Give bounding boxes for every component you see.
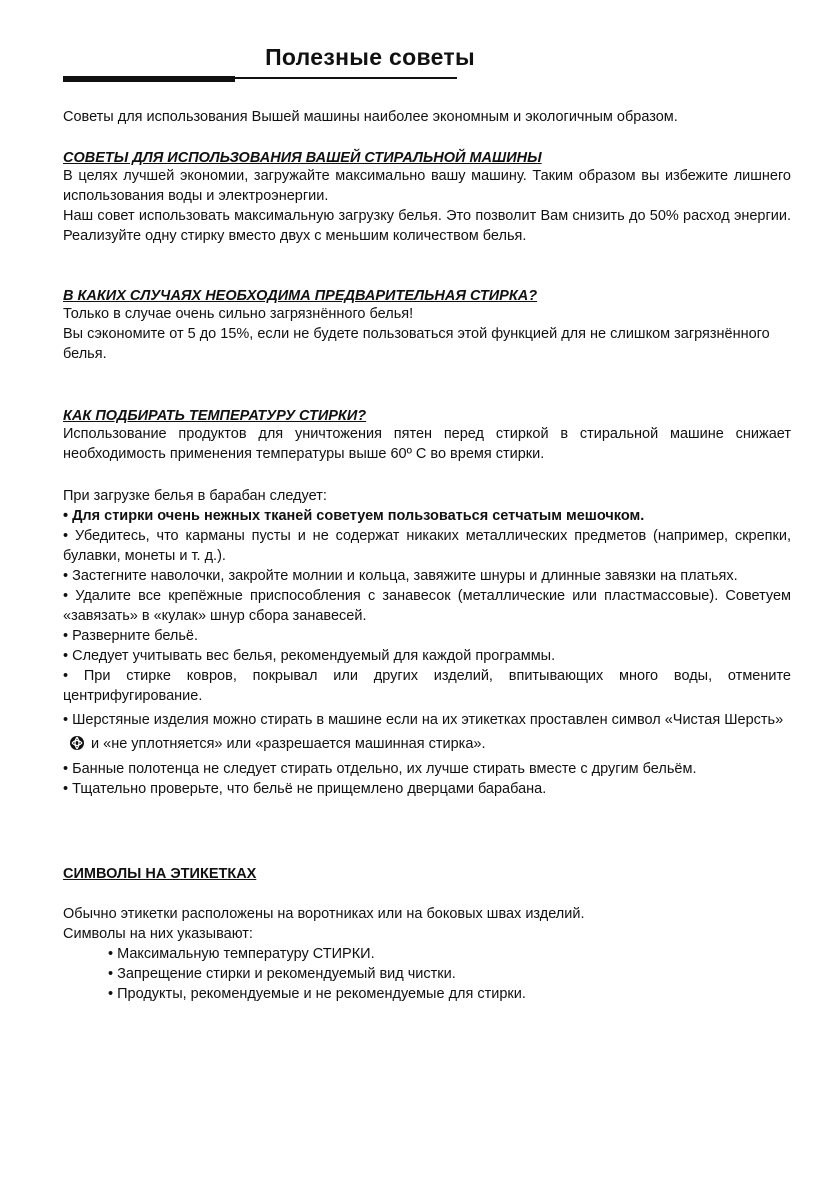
prewash-line-1: Только в случае очень сильно загрязнённого белья! (63, 306, 414, 322)
section-usage-body (63, 166, 791, 246)
page-title: Полезные советы (265, 44, 475, 70)
title-underline-thin (235, 77, 457, 79)
intro-text: Советы для использования Вышей машины наиболее экономным и экологичным образом. (63, 109, 678, 125)
symbols-item-2: • Запрещение стирки и рекомендуемый вид чистки. (108, 966, 456, 982)
loading-bullet-1: • Для стирки очень нежных тканей советуем пользоваться сетчатым мешочком. (63, 508, 645, 524)
temperature-paragraph: Использование продуктов для уничтожения пятен перед стиркой в стиральной машине снижает необходимость применения температуры выше 60º С во время стирки. (63, 426, 791, 462)
section-heading-prewash: В КАКИХ СЛУЧАЯХ НЕОБХОДИМА ПРЕДВАРИТЕЛЬНАЯ СТИРКА? (63, 288, 538, 304)
prewash-line-2: Вы сэкономите от 5 до 15%, если не будете пользоваться этой функцией для не слишком загрязнённого белья. (63, 326, 770, 362)
loading-bullet-6: • Следует учитывать вес белья, рекомендуемый для каждой программы. (63, 648, 556, 664)
section-prewash-body (63, 304, 791, 364)
section-heading-usage: СОВЕТЫ ДЛЯ ИСПОЛЬЗОВАНИЯ ВАШЕЙ СТИРАЛЬНОЙ МАШИНЫ (63, 150, 542, 166)
usage-paragraph-1: В целях лучшей экономии, загружайте максимально вашу машину. Таким образом вы избежите лишнего использования воды и электроэнергии. (63, 168, 791, 204)
loading-bullet-8 (63, 708, 791, 759)
wool-bullet-text-2: и «не уплотняется» или «разрешается машинная стирка». (91, 736, 486, 752)
wool-bullet-text-1: • Шерстяные изделия можно стирать в машине если на их этикетках проставлен символ «Чистая Шерсть» (63, 712, 784, 728)
loading-bullet-2: • Убедитесь, что карманы пусты и не содержат никаких металлических предметов (например, скрепки, булавки, монеты и т. д.). (63, 528, 791, 564)
loading-intro: При загрузке белья в барабан следует: (63, 488, 327, 504)
loading-list (63, 486, 791, 799)
woolmark-icon (69, 735, 85, 759)
symbols-list (108, 944, 526, 1004)
usage-paragraph-2: Наш совет использовать максимальную загрузку белья. Это позволит Вам снизить до 50% расход энергии. Реализуйте одну стирку вместо двух с меньшим количеством белья. (63, 208, 791, 244)
symbols-line-1: Обычно этикетки расположены на воротниках или на боковых швах изделий. (63, 906, 585, 922)
loading-bullet-9: • Банные полотенца не следует стирать отдельно, их лучше стирать вместе с другим бельём. (63, 761, 697, 777)
symbols-body (63, 904, 791, 944)
loading-bullet-4: • Удалите все крепёжные приспособления с занавесок (металлические или пластмассовые). Советуем «завязать» в «кулак» шнур сбора занавесей. (63, 588, 791, 624)
title-underline-thick (63, 76, 235, 82)
symbols-item-1: • Максимальную температуру СТИРКИ. (108, 946, 375, 962)
loading-bullet-10: • Тщательно проверьте, что бельё не прищемлено дверцами барабана. (63, 781, 547, 797)
loading-bullet-5: • Разверните бельё. (63, 628, 199, 644)
symbols-item-3: • Продукты, рекомендуемые и не рекомендуемые для стирки. (108, 986, 526, 1002)
section-heading-symbols: СИМВОЛЫ НА ЭТИКЕТКАХ (63, 866, 257, 882)
loading-bullet-7: • При стирке ковров, покрывал или других изделий, впитывающих много воды, отмените центрифугирование. (63, 668, 791, 704)
symbols-line-2: Символы на них указывают: (63, 926, 253, 942)
section-heading-temperature: КАК ПОДБИРАТЬ ТЕМПЕРАТУРУ СТИРКИ? (63, 408, 367, 424)
loading-bullet-3: • Застегните наволочки, закройте молнии и кольца, завяжите шнуры и длинные завязки на платьях. (63, 568, 738, 584)
